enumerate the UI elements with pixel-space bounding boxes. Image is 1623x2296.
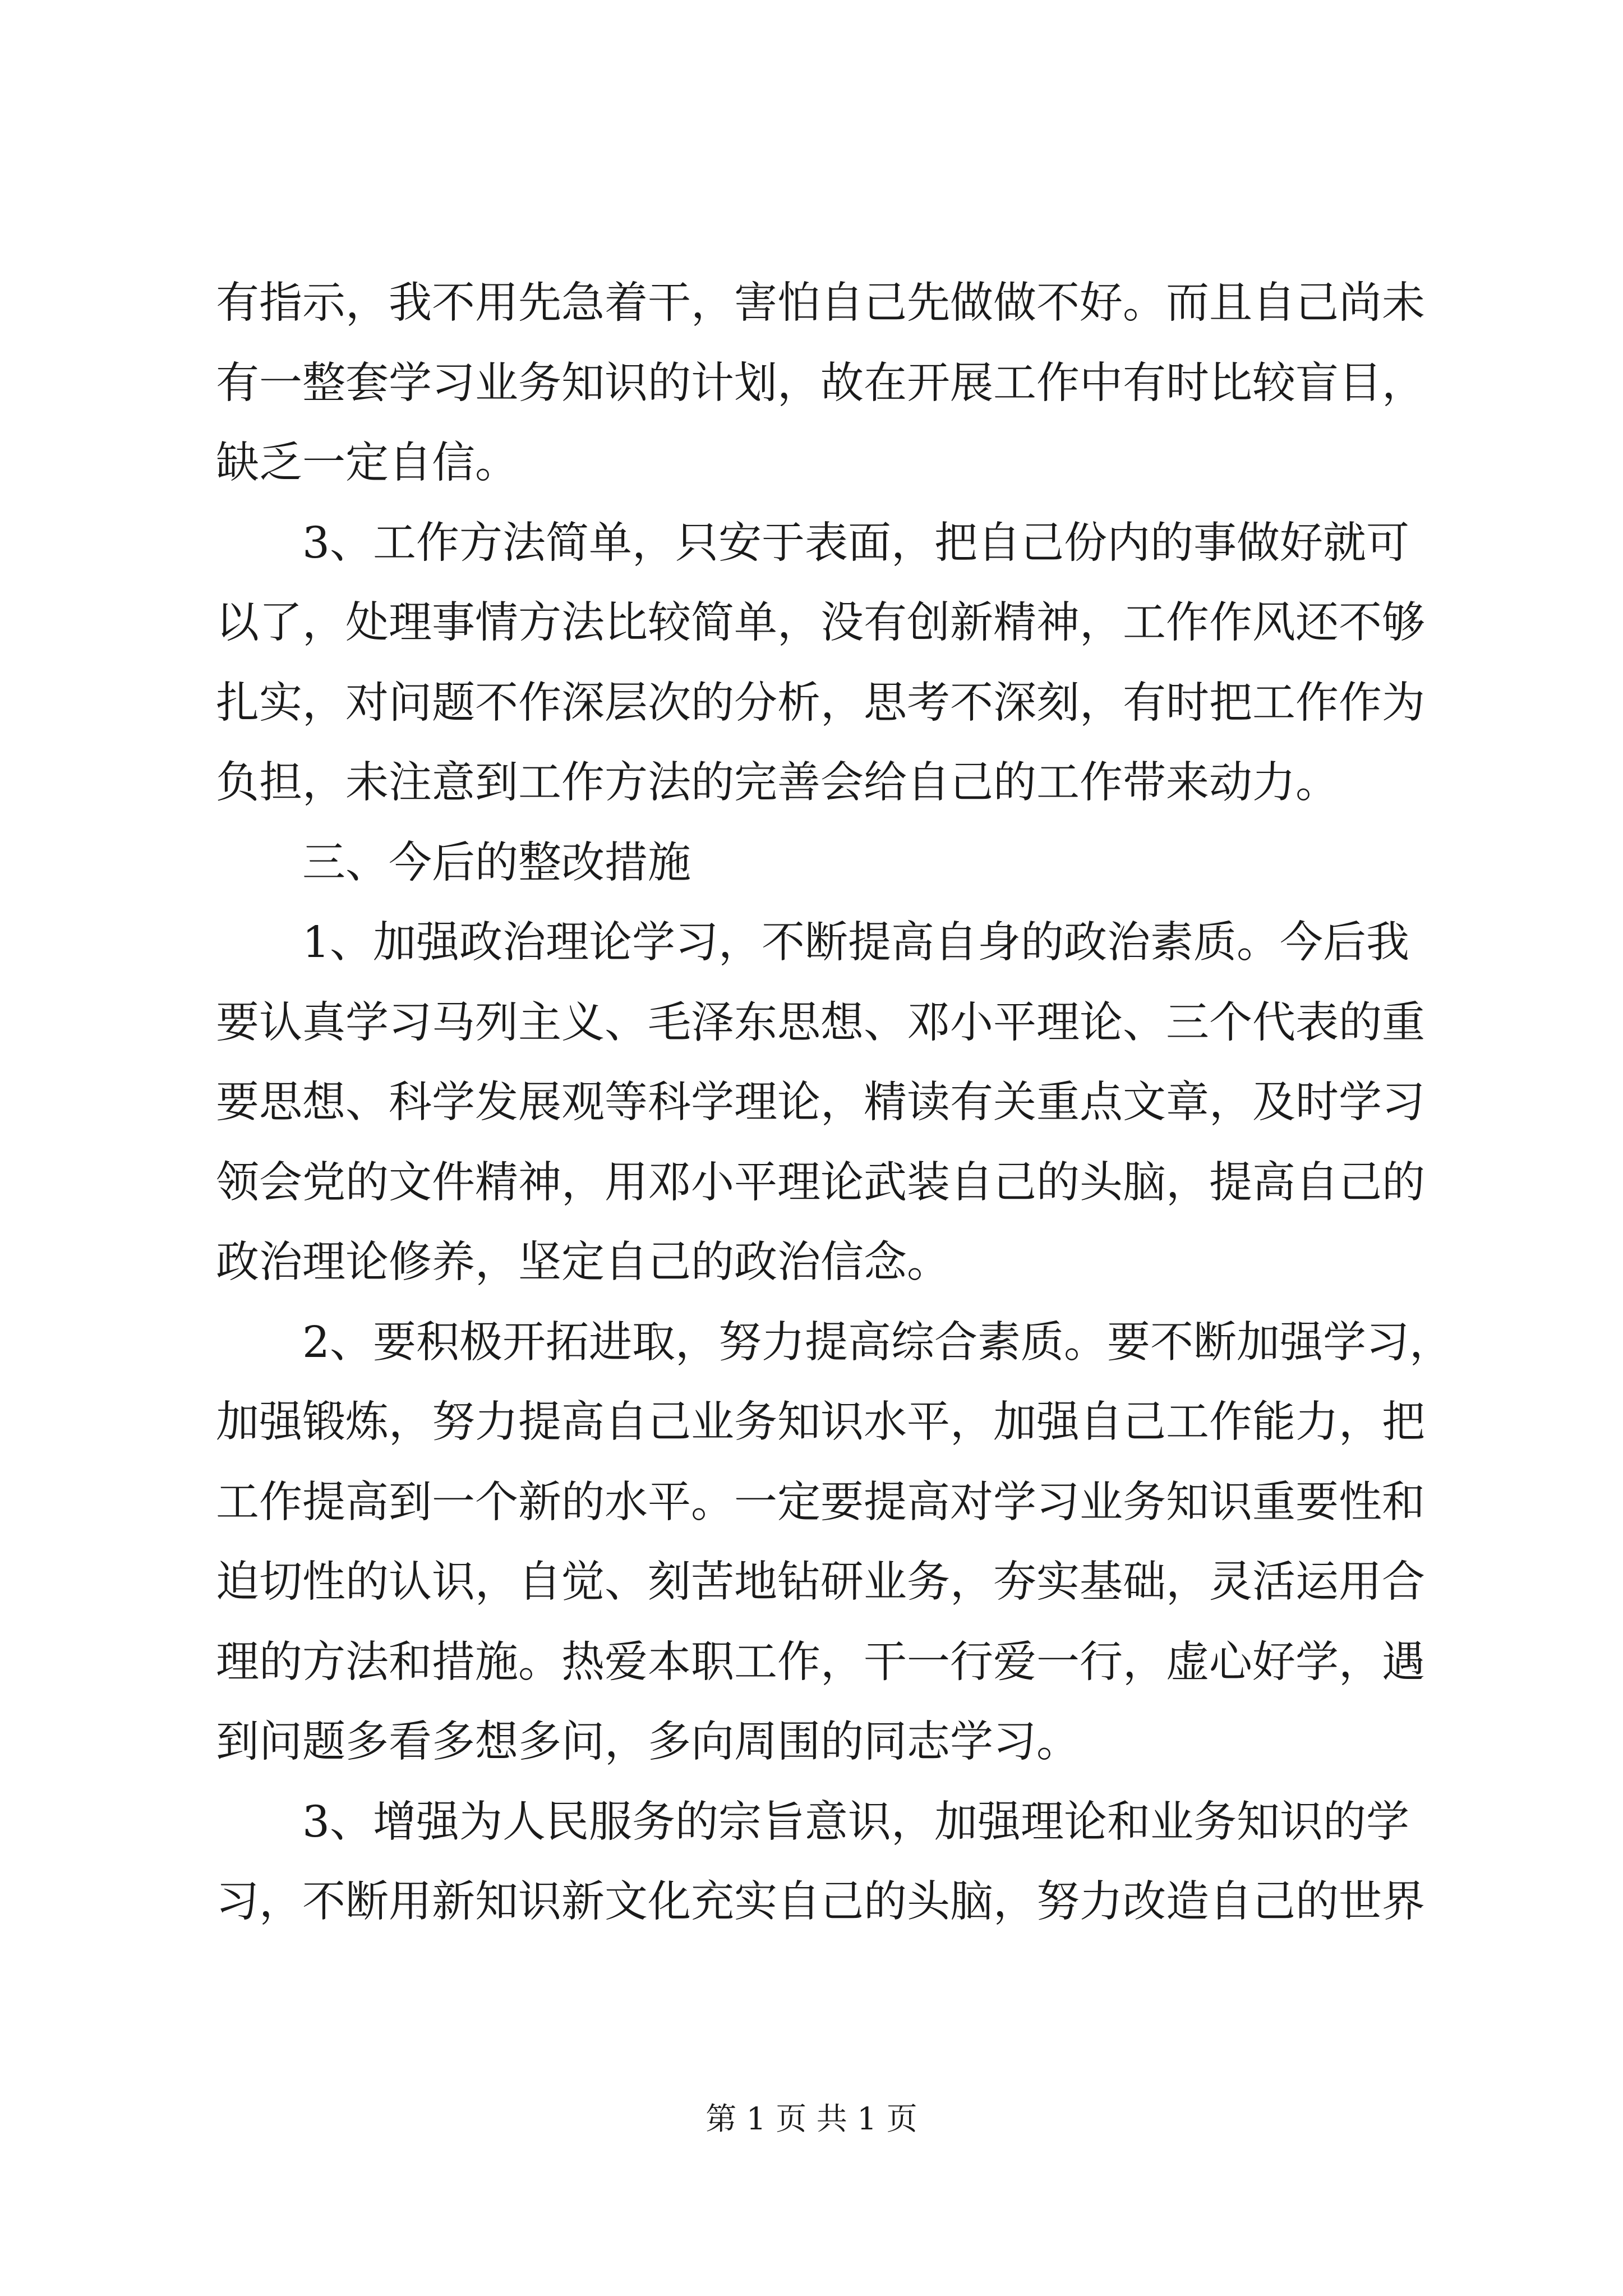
- text-line: 理的方法和措施。热爱本职工作，干一行爱一行，虚心好学，遇: [216, 1637, 1425, 1687]
- text-line: 习，不断用新知识新文化充实自己的头脑，努力改造自己的世界: [216, 1877, 1425, 1927]
- text-line: 3、工作方法简单，只安于表面，把自己份内的事做好就可: [216, 518, 1409, 568]
- text-line: 政治理论修养，坚定自己的政治信念。: [216, 1237, 950, 1287]
- page-number-footer: 第 1 页 共 1 页: [706, 2101, 917, 2137]
- text-line: 2、要积极开拓进取，努力提高综合素质。要不断加强学习，: [216, 1317, 1453, 1368]
- body-text: [216, 264, 1453, 1943]
- text-line: 要思想、科学发展观等科学理论，精读有关重点文章，及时学习: [216, 1078, 1425, 1128]
- text-line: 缺乏一定自信。: [216, 438, 518, 488]
- text-line: 工作提高到一个新的水平。一定要提高对学习业务知识重要性和: [216, 1477, 1425, 1527]
- text-line: 有指示，我不用先急着干，害怕自己先做做不好。而且自己尚未: [216, 278, 1425, 328]
- text-line: 有一整套学习业务知识的计划，故在开展工作中有时比较盲目，: [216, 358, 1425, 408]
- text-line: 加强锻炼，努力提高自己业务知识水平，加强自己工作能力，把: [216, 1397, 1425, 1447]
- text-line: 迫切性的认识，自觉、刻苦地钻研业务，夯实基础，灵活运用合: [216, 1557, 1425, 1607]
- text-line: 以了，处理事情方法比较简单，没有创新精神，工作作风还不够: [216, 598, 1425, 648]
- text-line: 扎实，对问题不作深层次的分析，思考不深刻，有时把工作作为: [216, 678, 1425, 728]
- text-line: 领会党的文件精神，用邓小平理论武装自己的头脑，提高自己的: [216, 1157, 1425, 1208]
- text-line: 负担，未注意到工作方法的完善会给自己的工作带来动力。: [216, 758, 1339, 808]
- text-line: 1、加强政治理论学习，不断提高自身的政治素质。今后我: [216, 918, 1409, 968]
- text-line: 到问题多看多想多问，多向周围的同志学习。: [216, 1717, 1080, 1767]
- text-line: 要认真学习马列主义、毛泽东思想、邓小平理论、三个代表的重: [216, 997, 1425, 1048]
- text-line: 3、增强为人民服务的宗旨意识，加强理论和业务知识的学: [216, 1797, 1409, 1847]
- section-heading: 三、今后的整改措施: [216, 838, 691, 888]
